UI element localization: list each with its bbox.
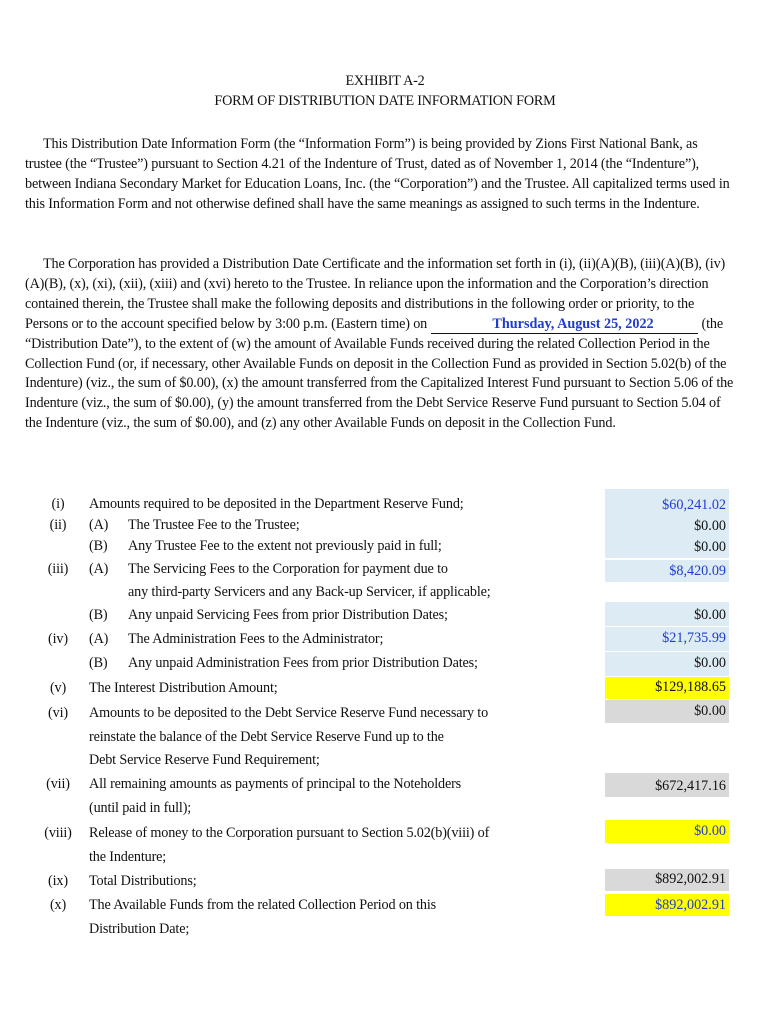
amount-item-iv-a: $21,735.99: [605, 627, 729, 651]
amount-item-i: $60,241.02: [662, 497, 726, 513]
item-x-number: (x): [49, 897, 67, 913]
item-iv-b-label: (B): [89, 655, 108, 671]
item-iv-number: (iv): [48, 631, 68, 647]
amount-item-ix: $892,002.91: [605, 869, 729, 891]
distribution-date-field: Thursday, August 25, 2022: [431, 316, 698, 334]
item-ix-text: Total Distributions;: [89, 873, 197, 889]
item-iii-number: (iii): [47, 561, 69, 577]
item-ii-b-text: Any Trustee Fee to the extent not previously paid in full;: [128, 538, 442, 554]
item-ii-number: (ii): [49, 517, 67, 533]
item-iii-a-text-cont: any third-party Servicers and any Back-up Servicer, if applicable;: [128, 584, 491, 600]
item-iv-b-text: Any unpaid Administration Fees from prior Distribution Dates;: [128, 655, 478, 671]
amount-group-i-ii: [605, 489, 729, 558]
item-v-text: The Interest Distribution Amount;: [89, 680, 278, 696]
amount-item-viii: $0.00: [605, 820, 729, 843]
item-iii-b-label: (B): [89, 607, 108, 623]
item-viii-number: (viii): [44, 825, 72, 841]
item-iii-b-text: Any unpaid Servicing Fees from prior Distribution Dates;: [128, 607, 448, 623]
amount-item-iii-b: $0.00: [605, 602, 729, 626]
amount-item-iv-b: $0.00: [605, 652, 729, 676]
item-v-number: (v): [49, 680, 67, 696]
item-vi-text-line1: Amounts to be deposited to the Debt Service Reserve Fund necessary to: [89, 705, 489, 721]
item-iii-a-label: (A): [89, 561, 109, 577]
amount-item-iii-a: $8,420.09: [605, 560, 729, 582]
item-ii-b-label: (B): [89, 538, 108, 554]
item-iii-a-text: The Servicing Fees to the Corporation for payment due to: [128, 561, 448, 577]
item-viii-text-line2: the Indenture;: [89, 849, 167, 865]
item-iv-a-label: (A): [89, 631, 109, 647]
instructions-text-part1: The Corporation has provided a Distribution Date Certificate and the information set forth in (i), (ii)(A)(B), (iii)(A)(B), (iv)(A)(B), (x), (xi), (xii), (xiii) and (xvi) hereto to the Trustee. In reliance upon the information and the Corporation’s direction contained therein, the Trustee shall make the following deposits and distributions in the following order or priority, to the Persons or to the account specified below by 3:00 p.m. (Eastern time) on: [25, 256, 726, 332]
intro-paragraph: This Distribution Date Information Form (the “Information Form”) is being provided by Zions First National Bank, as trustee (the “Trustee”) pursuant to Section 4.21 of the Indenture of Trust, dated as of November 1, 2014 (the “Indenture”), between Indiana Secondary Market for Education Loans, Inc. (the “Corporation”) and the Trustee. All capitalized terms used in this Information Form and not otherwise defined shall have the same meanings as assigned to such terms in the Indenture.: [25, 136, 730, 212]
item-ix-number: (ix): [48, 873, 68, 889]
instructions-paragraph: [25, 255, 737, 434]
amount-item-ii-a: $0.00: [694, 518, 726, 534]
item-vii-text-line2: (until paid in full);: [89, 800, 192, 816]
amount-item-vii: $672,417.16: [605, 773, 729, 797]
item-viii-text-line1: Release of money to the Corporation pursuant to Section 5.02(b)(viii) of: [89, 825, 490, 841]
exhibit-title: EXHIBIT A-2: [345, 73, 425, 89]
amount-item-x: $892,002.91: [605, 894, 729, 916]
item-x-text-line2: Distribution Date;: [89, 921, 190, 937]
item-i-number: (i): [51, 496, 65, 512]
item-vii-number: (vii): [46, 776, 70, 792]
amount-item-vi: $0.00: [605, 700, 729, 723]
item-x-text-line1: The Available Funds from the related Collection Period on this: [89, 897, 437, 913]
item-ii-a-text: The Trustee Fee to the Trustee;: [128, 517, 300, 533]
item-i-text: Amounts required to be deposited in the Department Reserve Fund;: [89, 496, 464, 512]
item-vi-text-line3: Debt Service Reserve Fund Requirement;: [89, 752, 320, 768]
item-vi-number: (vi): [48, 705, 68, 721]
form-title: FORM OF DISTRIBUTION DATE INFORMATION FORM: [214, 93, 556, 109]
amount-item-ii-b: $0.00: [694, 539, 726, 555]
item-vii-text-line1: All remaining amounts as payments of principal to the Noteholders: [89, 776, 462, 792]
item-iv-a-text: The Administration Fees to the Administrator;: [128, 631, 384, 647]
amount-item-v: $129,188.65: [605, 677, 729, 699]
instructions-text-part2: (the “Distribution Date”), to the extent of (w) the amount of Available Funds received during the related Collection Period in the Collection Fund (or, if necessary, other Available Funds on deposit in the Collection Fund as provided in Section 5.02(b) of the Indenture) (viz., the sum of $0.00), (x) the amount transferred from the Capitalized Interest Fund pursuant to Section 5.06 of the Indenture (viz., the sum of $0.00), (y) the amount transferred from the Debt Service Reserve Fund pursuant to Section 5.04 of the Indenture (viz., the sum of $0.00), and (z) any other Available Funds on deposit in the Collection Fund.: [25, 315, 734, 432]
item-ii-a-label: (A): [89, 517, 109, 533]
item-vi-text-line2: reinstate the balance of the Debt Service Reserve Fund up to the: [89, 729, 444, 745]
